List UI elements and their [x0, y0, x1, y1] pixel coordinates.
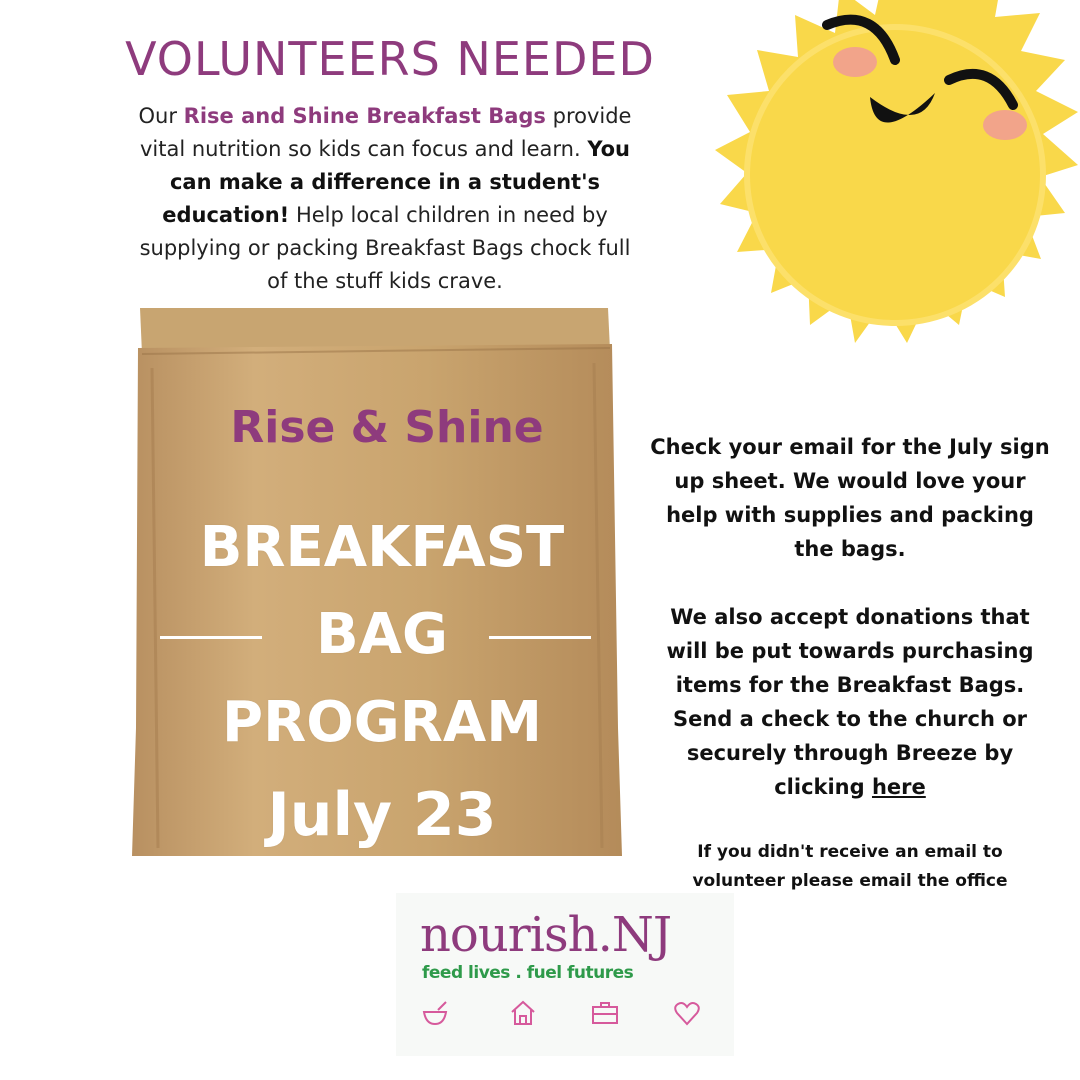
bag-rise-shine: Rise & Shine: [230, 402, 544, 453]
signup-text: Check your email for the July sign up sheet. We would love your help with supplies and packing the bags.: [650, 435, 1050, 561]
smiling-sun-illustration: [660, 0, 1080, 410]
logo-icons: [420, 998, 710, 1028]
intro-text-1: Our: [138, 104, 184, 128]
heart-icon: [672, 998, 702, 1028]
left-cheek: [833, 47, 877, 77]
sun-face: [747, 27, 1043, 323]
email-note: If you didn't receive an email to volunteer please email the office: [692, 842, 1008, 891]
nourish-nj-logo: [396, 893, 734, 1056]
donation-text: [650, 600, 1050, 804]
intro-bold: You can make a difference in a student's education!: [162, 137, 630, 227]
bowl-icon: [420, 998, 450, 1028]
house-icon: [508, 998, 538, 1028]
intro-text: [130, 100, 640, 298]
donation-body: We also accept donations that will be put towards purchasing items for the Breakfast Bags. Send a check to the church or securely through Breeze by clicking: [666, 605, 1034, 799]
briefcase-icon: [590, 998, 620, 1028]
bag-program: PROGRAM: [222, 690, 542, 755]
logo-name: nourish.NJ: [420, 907, 672, 963]
bag-breakfast: BREAKFAST: [199, 515, 565, 580]
headline: VOLUNTEERS NEEDED: [125, 32, 655, 86]
bag-date: July 23: [267, 780, 497, 850]
logo-tagline: feed lives . fuel futures: [422, 963, 634, 983]
intro-text-2: provide vital nutrition so kids can focus and learn.: [139, 104, 632, 161]
divider-right: [489, 636, 591, 639]
program-name: Rise and Shine Breakfast Bags: [183, 104, 546, 128]
paper-bag-illustration: [132, 308, 632, 856]
right-cheek: [983, 110, 1027, 140]
bag-bag: BAG: [316, 602, 448, 667]
intro-text-3: Help local children in need by supplying or packing Breakfast Bags chock full of the stuff kids crave.: [139, 203, 631, 293]
donation-link[interactable]: here: [871, 775, 926, 799]
